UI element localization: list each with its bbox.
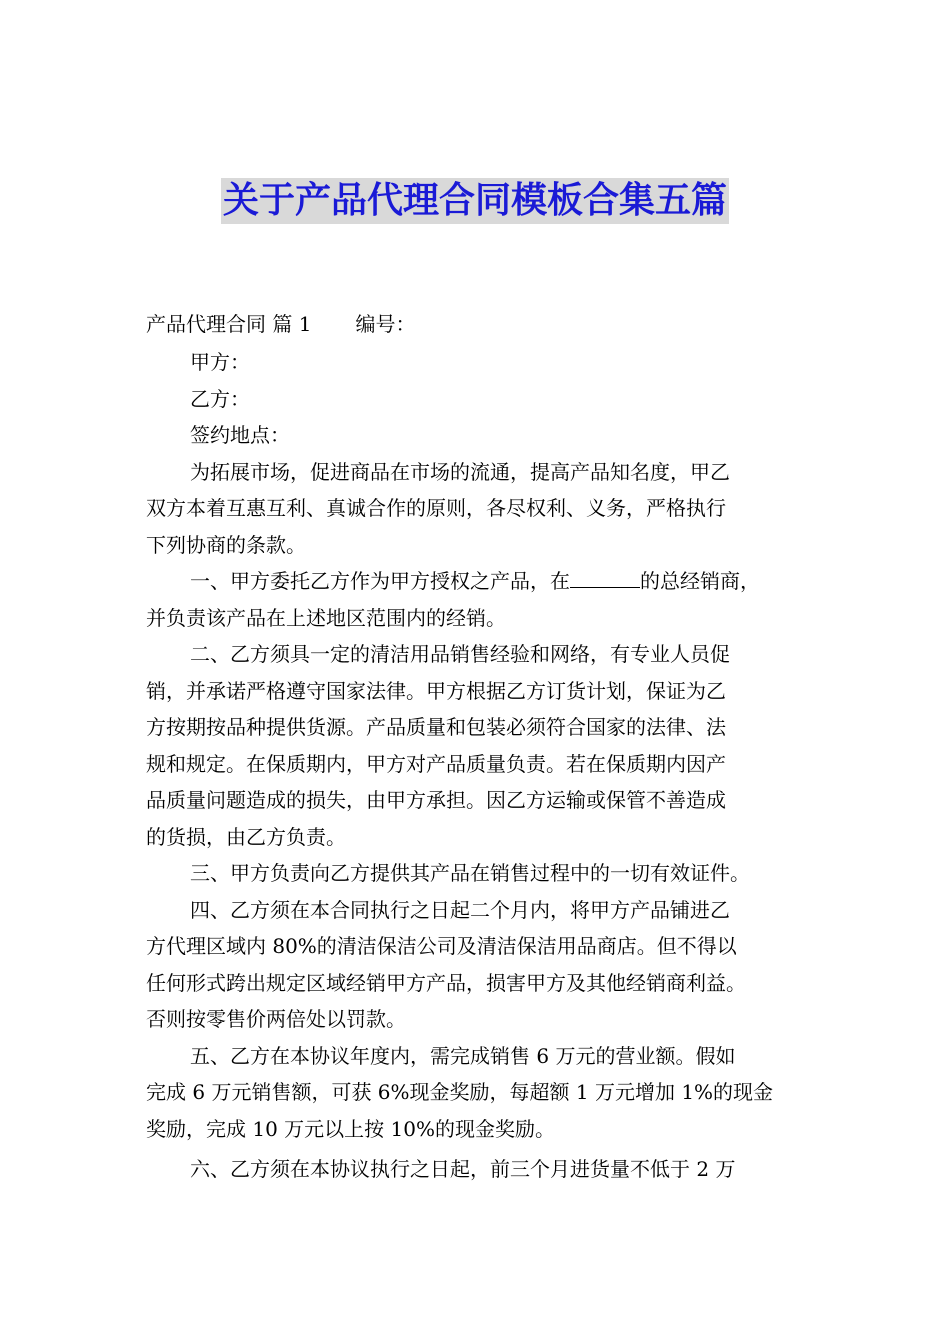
number-label: 编号： bbox=[355, 312, 416, 336]
clause-2 bbox=[146, 636, 810, 855]
document-title: 关于产品代理合同模板合集五篇 bbox=[221, 178, 729, 224]
paragraph-line: 的货损，由乙方负责。 bbox=[146, 824, 346, 849]
paragraph-line: 销，并承诺严格遵守国家法律。甲方根据乙方订货计划，保证为乙 bbox=[146, 678, 726, 703]
paragraph-line bbox=[146, 563, 810, 600]
paragraph-line: 方代理区域内 80%的清洁保洁公司及清洁保洁用品商店。但不得以 bbox=[146, 934, 737, 958]
paragraph-line: 为拓展市场，促进商品在市场的流通，提高产品知名度，甲乙 bbox=[190, 459, 730, 484]
paragraph-line: 完成 6 万元销售额，可获 6%现金奖励，每超额 1 万元增加 1%的现金 bbox=[146, 1080, 774, 1104]
clause-5 bbox=[146, 1038, 810, 1148]
paragraph-line: 否则按零售价两倍处以罚款。 bbox=[146, 1007, 406, 1031]
title-container bbox=[0, 178, 950, 224]
paragraph-line: 方按期按品种提供货源。产品质量和包装必须符合国家的法律、法 bbox=[146, 715, 726, 739]
clause-1-text-before: 一、甲方委托乙方作为甲方授权之产品，在 bbox=[190, 569, 570, 593]
location-field: 签约地点： bbox=[190, 423, 290, 447]
party-a-field: 甲方： bbox=[190, 350, 250, 374]
paragraph-line: 并负责该产品在上述地区范围内的经销。 bbox=[146, 605, 506, 630]
clause-1-text-after: 的总经销商， bbox=[640, 569, 760, 593]
clause-6 bbox=[146, 1151, 810, 1188]
paragraph-line: 下列协商的条款。 bbox=[146, 532, 306, 557]
contract-label: 产品代理合同 篇 1 bbox=[146, 312, 312, 336]
document-body bbox=[146, 306, 810, 1188]
intro-paragraph bbox=[146, 454, 810, 564]
blank-underline bbox=[570, 565, 640, 588]
paragraph-line: 四、乙方须在本合同执行之日起二个月内，将甲方产品铺进乙 bbox=[190, 897, 730, 922]
party-b-field: 乙方： bbox=[190, 386, 250, 411]
paragraph-line: 任何形式跨出规定区域经销甲方产品，损害甲方及其他经销商利益。 bbox=[146, 970, 746, 995]
paragraph-line: 六、乙方须在本协议执行之日起，前三个月进货量不低于 2 万 bbox=[190, 1157, 736, 1181]
contract-header bbox=[146, 306, 810, 344]
clause-3 bbox=[146, 855, 810, 892]
paragraph-line: 五、乙方在本协议年度内，需完成销售 6 万元的营业额。假如 bbox=[190, 1043, 736, 1068]
clause-4 bbox=[146, 892, 810, 1038]
paragraph-line: 二、乙方须具一定的清洁用品销售经验和网络，有专业人员促 bbox=[190, 642, 730, 666]
paragraph-line: 奖励，完成 10 万元以上按 10%的现金奖励。 bbox=[146, 1116, 555, 1141]
paragraph-line: 三、甲方负责向乙方提供其产品在销售过程中的一切有效证件。 bbox=[190, 861, 750, 885]
paragraph-line: 规和规定。在保质期内，甲方对产品质量负责。若在保质期内因产 bbox=[146, 751, 726, 776]
paragraph-line: 双方本着互惠互利、真诚合作的原则，各尽权利、义务，严格执行 bbox=[146, 496, 726, 520]
clause-1 bbox=[146, 563, 810, 636]
paragraph-line: 品质量问题造成的损失，由甲方承担。因乙方运输或保管不善造成 bbox=[146, 788, 726, 812]
